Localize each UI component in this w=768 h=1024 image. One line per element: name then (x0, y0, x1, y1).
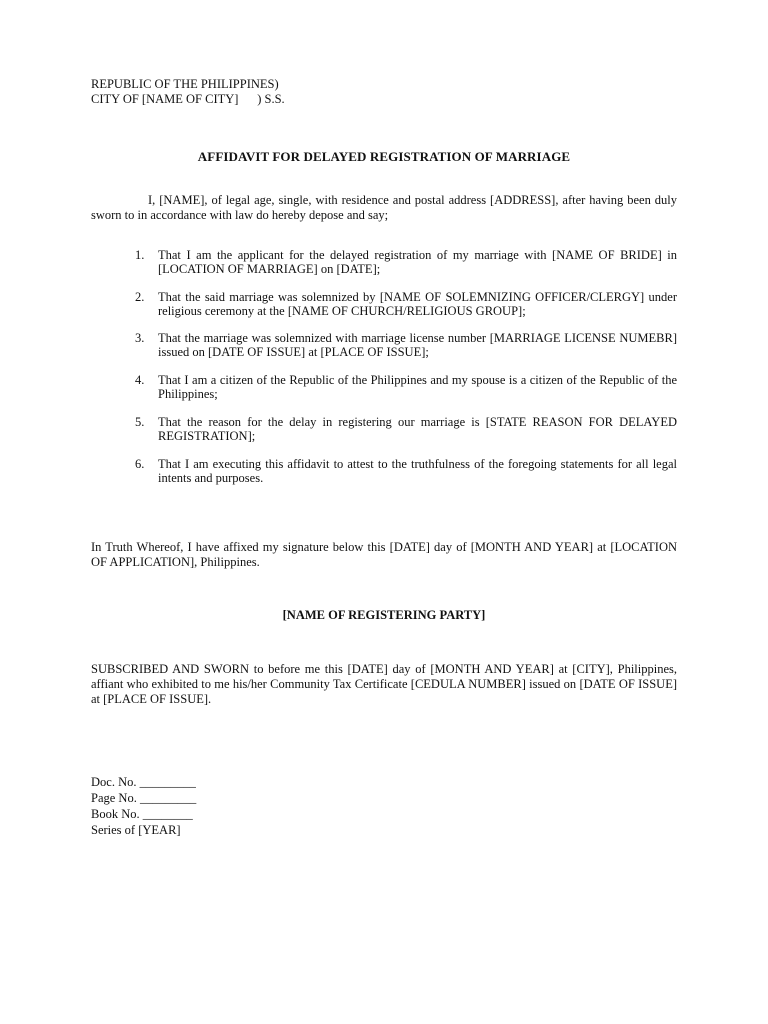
book-number-line: Book No. ________ (91, 807, 193, 821)
clause-item (91, 331, 677, 359)
clause-text: That I am the applicant for the delayed registration of my marriage with [NAME OF BRIDE] in [LOCATION OF MARRIAGE] on [DATE]; (158, 248, 677, 276)
clause-text: That the said marriage was solemnized by [NAME OF SOLEMNIZING OFFICER/CLERGY] under religious ceremony at the [NAME OF CHURCH/RELIGIOUS GROUP]; (158, 290, 677, 318)
clause-item (91, 248, 677, 276)
venue-city-line: CITY OF [NAME OF CITY] ) S.S. (91, 92, 285, 106)
notarial-register (91, 774, 196, 838)
document-title: AFFIDAVIT FOR DELAYED REGISTRATION OF MARRIAGE (197, 149, 571, 164)
venue-republic-line: REPUBLIC OF THE PHILIPPINES) (91, 77, 279, 91)
clause-number: 3. (135, 331, 145, 345)
attestation-paragraph: In Truth Whereof, I have affixed my signature below this [DATE] day of [MONTH AND YEAR] at [LOCATION OF APPLICATION], Philippines. (91, 540, 677, 569)
clause-item (91, 415, 677, 443)
jurat-paragraph: SUBSCRIBED AND SWORN to before me this [DATE] day of [MONTH AND YEAR] at [CITY], Philippines, affiant who exhibited to me his/her Community Tax Certificate [CEDULA NUMBER] issued on [DATE OF ISSUE] at [PLACE OF ISSUE]. (91, 662, 677, 706)
intro-paragraph: I, [NAME], of legal age, single, with residence and postal address [ADDRESS], after having been duly sworn to in accordance with law do hereby depose and say; (91, 193, 677, 222)
doc-number-line: Doc. No. _________ (91, 775, 196, 789)
clause-number: 4. (135, 373, 145, 387)
clause-item (91, 290, 677, 318)
clause-number: 6. (135, 457, 145, 471)
clause-item (91, 457, 677, 485)
clause-number: 1. (135, 248, 145, 262)
clause-text: That the marriage was solemnized with marriage license number [MARRIAGE LICENSE NUMEBR] issued on [DATE OF ISSUE] at [PLACE OF ISSUE]; (158, 331, 677, 359)
page-number-line: Page No. _________ (91, 791, 197, 805)
clause-text: That the reason for the delay in registering our marriage is [STATE REASON FOR DELAYED REGISTRATION]; (158, 415, 677, 443)
clause-number: 5. (135, 415, 145, 429)
clause-list (91, 248, 677, 485)
venue-caption (91, 77, 285, 107)
clause-text: That I am executing this affidavit to attest to the truthfulness of the foregoing statements for all legal intents and purposes. (158, 457, 677, 485)
clause-number: 2. (135, 290, 145, 304)
signatory-name: [NAME OF REGISTERING PARTY] (282, 608, 486, 622)
series-line: Series of [YEAR] (91, 823, 181, 837)
clause-item (91, 373, 677, 401)
clause-text: That I am a citizen of the Republic of the Philippines and my spouse is a citizen of the Republic of the Philippines; (158, 373, 677, 401)
